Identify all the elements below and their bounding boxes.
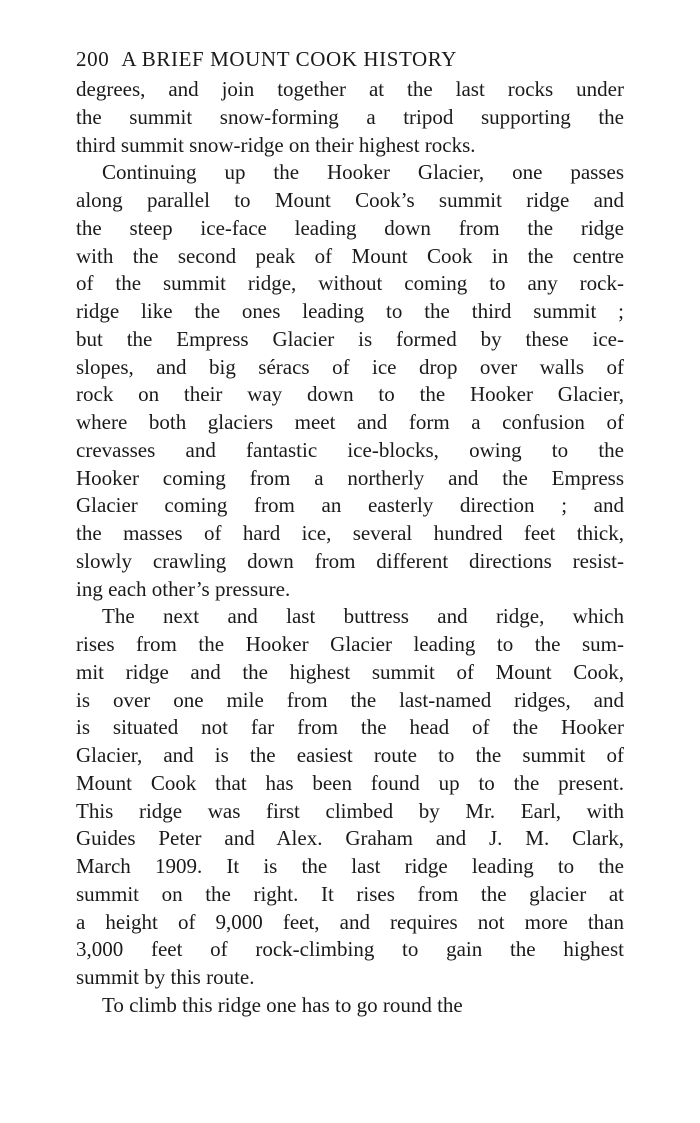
text-line: To climb this ridge one has to go round the	[102, 992, 463, 1017]
text-line: rises from the Hooker Glacier leading to the sum-	[76, 632, 624, 656]
text-line: degrees, and join together at the last rocks under	[76, 77, 624, 101]
running-head	[76, 44, 624, 74]
text-line: along parallel to Mount Cook’s summit ridge and	[76, 188, 624, 212]
paragraph	[76, 76, 624, 159]
text-line: but the Empress Glacier is formed by these ice-	[76, 326, 624, 351]
running-title: A BRIEF MOUNT COOK HISTORY	[121, 47, 458, 71]
text-line: The next and last buttress and ridge, which	[102, 604, 624, 629]
text-line: Hooker coming from a northerly and the Empress	[76, 465, 624, 490]
text-line: ridge like the ones leading to the third summit ;	[76, 299, 624, 323]
text-line: Glacier coming from an easterly direction ; and	[76, 493, 624, 518]
text-line: March 1909. It is the last ridge leading to the	[76, 854, 624, 878]
text-line: summit by this route.	[76, 965, 255, 989]
text-line: the summit snow-forming a tripod supporting the	[76, 104, 624, 129]
text-line: with the second peak of Mount Cook in the centre	[76, 243, 624, 268]
text-line: ing each other’s pressure.	[76, 576, 291, 601]
text-line: mit ridge and the highest summit of Mount Cook,	[76, 659, 624, 684]
text-line: Guides Peter and Alex. Graham and J. M. Clark,	[76, 826, 624, 851]
text-line: Glacier, and is the easiest route to the summit of	[76, 743, 624, 767]
text-line: of the summit ridge, without coming to any rock-	[76, 271, 624, 296]
text-line: third summit snow-ridge on their highest rocks.	[76, 132, 476, 157]
text-line: slopes, and big séracs of ice drop over walls of	[76, 354, 624, 379]
book-page	[76, 44, 624, 1020]
page-number: 200	[76, 47, 110, 71]
text-line: Continuing up the Hooker Glacier, one passes	[102, 160, 624, 185]
text-line: slowly crawling down from different directions resist-	[76, 548, 624, 573]
text-line: is situated not far from the head of the Hooker	[76, 715, 624, 740]
text-line: rock on their way down to the Hooker Glacier,	[76, 382, 624, 407]
text-line: a height of 9,000 feet, and requires not more than	[76, 909, 624, 934]
text-line: is over one mile from the last-named ridges, and	[76, 687, 624, 712]
text-line: This ridge was first climbed by Mr. Earl, with	[76, 798, 624, 823]
body-text	[76, 76, 624, 1020]
text-line: Mount Cook that has been found up to the present.	[76, 770, 624, 795]
text-line: crevasses and fantastic ice-blocks, owing to the	[76, 437, 624, 462]
text-line: 3,000 feet of rock-climbing to gain the highest	[76, 937, 624, 962]
paragraph	[76, 159, 624, 603]
text-line: where both glaciers meet and form a confusion of	[76, 410, 624, 434]
text-line: summit on the right. It rises from the glacier at	[76, 881, 624, 906]
text-line: the steep ice-face leading down from the ridge	[76, 215, 624, 240]
paragraph	[76, 992, 624, 1020]
text-line: the masses of hard ice, several hundred feet thick,	[76, 521, 624, 545]
paragraph	[76, 603, 624, 992]
